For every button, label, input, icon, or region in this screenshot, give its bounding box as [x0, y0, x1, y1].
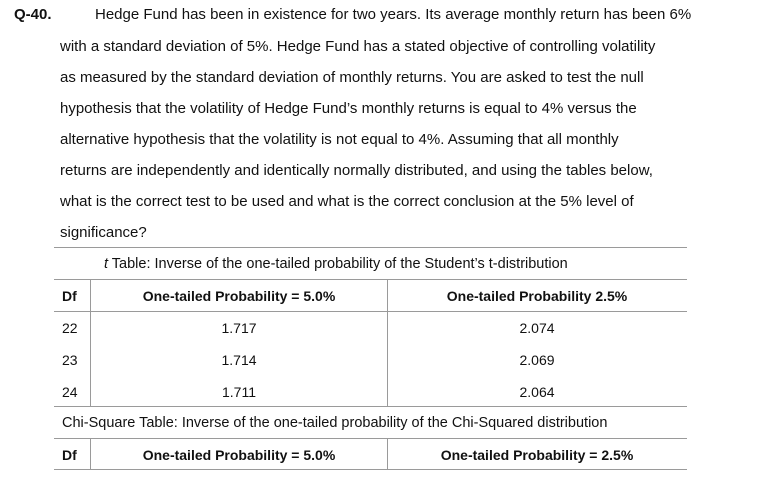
t-row3-p5: 1.711 — [222, 384, 256, 400]
t-row3-df: 24 — [62, 384, 78, 400]
question-line-1: Hedge Fund has been in existence for two years. Its average monthly return has been 6% — [95, 6, 692, 23]
column-divider — [90, 279, 91, 407]
chi-header-p5: One-tailed Probability = 5.0% — [142, 447, 336, 463]
question-line-3: as measured by the standard deviation of monthly returns. You are asked to test the null — [60, 69, 644, 86]
t-row2-df: 23 — [62, 352, 78, 368]
table-rule — [54, 279, 687, 280]
question-line-4: hypothesis that the volatility of Hedge Fund’s monthly returns is equal to 4% versus the — [60, 100, 637, 117]
t-row3-p25: 2.064 — [519, 384, 555, 400]
t-row2-p5: 1.714 — [221, 352, 257, 368]
chi-header-p25: One-tailed Probability = 2.5% — [440, 447, 634, 463]
question-line-5: alternative hypothesis that the volatility is not equal to 4%. Assuming that all monthly — [60, 131, 619, 148]
chi-table-caption: Chi-Square Table: Inverse of the one-tailed probability of the Chi-Squared distribution — [62, 415, 608, 431]
table-rule — [54, 438, 687, 439]
t-table-caption-rest: Table: Inverse of the one-tailed probability of the Student’s t-distribution — [108, 256, 568, 272]
t-header-p5: One-tailed Probability = 5.0% — [142, 288, 336, 304]
column-divider — [387, 438, 388, 469]
column-divider — [387, 279, 388, 407]
t-row1-p5: 1.717 — [221, 320, 257, 336]
table-rule — [54, 247, 687, 248]
t-header-df: Df — [62, 288, 77, 304]
question-line-7: what is the correct test to be used and what is the correct conclusion at the 5% level of — [60, 193, 634, 210]
t-table-caption-prefix: t — [104, 256, 109, 272]
chi-header-df: Df — [62, 447, 77, 463]
question-line-8: significance? — [60, 224, 147, 241]
table-rule — [54, 469, 687, 470]
question-number: Q-40. — [14, 6, 52, 23]
t-row1-p25: 2.074 — [519, 320, 555, 336]
t-header-p25: One-tailed Probability 2.5% — [446, 288, 628, 304]
column-divider — [90, 438, 91, 469]
table-rule — [54, 406, 687, 407]
t-table-caption — [104, 255, 568, 273]
question-line-6: returns are independently and identically normally distributed, and using the tables below, — [60, 162, 653, 179]
question-line-2: with a standard deviation of 5%. Hedge Fund has a stated objective of controlling volatility — [60, 38, 656, 55]
t-row2-p25: 2.069 — [519, 352, 555, 368]
table-rule — [54, 311, 687, 312]
t-row1-df: 22 — [62, 320, 78, 336]
